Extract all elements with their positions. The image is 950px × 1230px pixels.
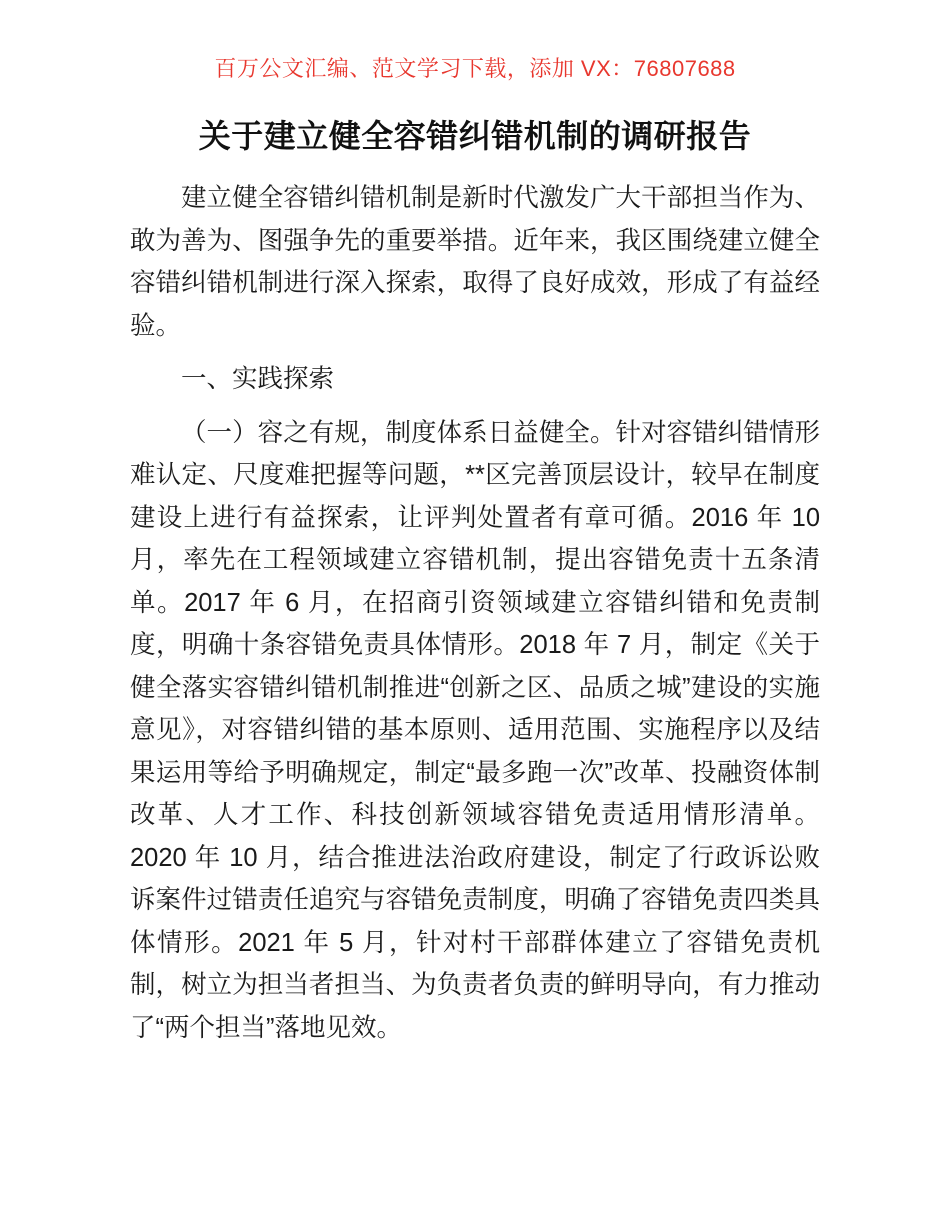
watermark-notice: 百万公文汇编、范文学习下载，添加 VX：76807688 (214, 56, 736, 81)
section-heading: 一、实践探索 (181, 365, 335, 393)
section-paragraph: （一）容之有规，制度体系日益健全。针对容错纠错情形难认定、尺度难把握等问题，**区完善顶层设计，较早在制度建设上进行有益探索，让评判处置者有章可循。2016 年 10 月，率先在工程领域建立容错机制，提出容错免责十五条清单。2017 年 6 月，在招商引资领域建立容错纠错和免责制度，明确十条容错免责具体情形。2018 年 7 月，制定《关于健全落实容错纠错机制推进“创新之区、品质之城”建设的实施意见》，对容错纠错的基本原则、适用范围、实施程序以及结果运用等给予明确规定，制定“最多跑一次”改革、投融资体制改革、人才工作、科技创新领域容错免责适用情形清单。2020 年 10 月，结合推进法治政府建设，制定了行政诉讼败诉案件过错责任追究与容错免责制度，明确了容错免责四类具体情形。2021 年 5 月，针对村干部群体建立了容错免责机制，树立为担当者担当、为负责者负责的鲜明导向，有力推动了“两个担当”落地见效。 (130, 418, 820, 1042)
intro-paragraph: 建立健全容错纠错机制是新时代激发广大干部担当作为、敢为善为、图强争先的重要举措。近年来，我区围绕建立健全容错纠错机制进行深入探索，取得了良好成效，形成了有益经验。 (130, 184, 820, 340)
document-body (130, 177, 820, 1049)
document-title: 关于建立健全容错纠错机制的调研报告 (198, 118, 752, 154)
